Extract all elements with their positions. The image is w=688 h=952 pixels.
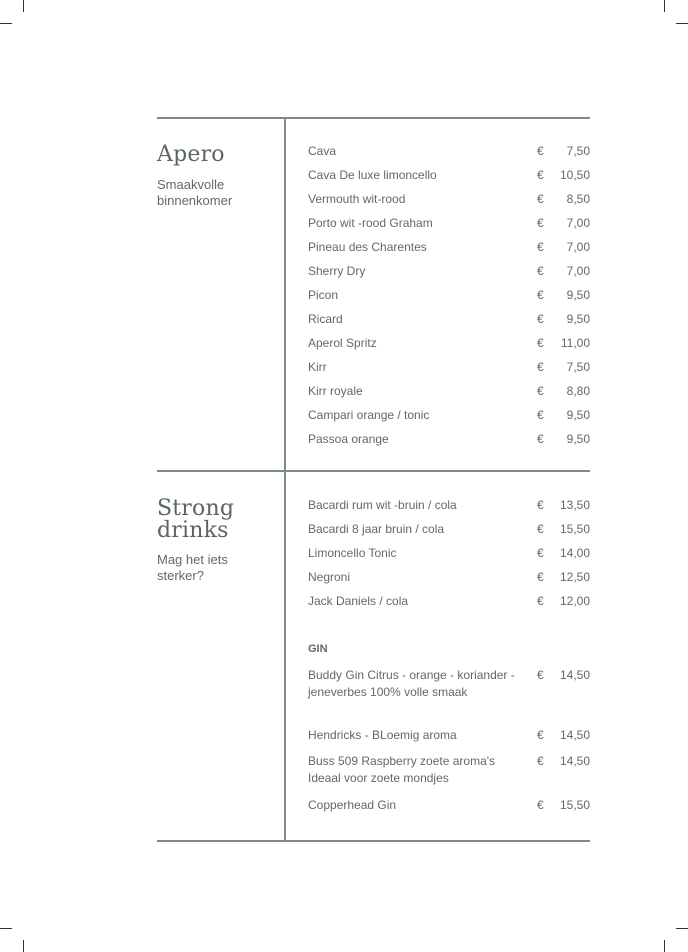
menu-item-name: Ricard [308, 312, 343, 326]
menu-item-name: Pineau des Charentes [308, 240, 427, 254]
column-divider [284, 117, 286, 842]
menu-item-price: 10,50 [559, 168, 590, 182]
crop-mark [664, 940, 665, 952]
gin-heading: GIN [308, 643, 328, 655]
menu-item-currency: € [537, 408, 544, 422]
menu-item-name: Buss 509 Raspberry zoete aroma's Ideaal voor zoete mondjes [308, 754, 496, 785]
menu-item-currency: € [537, 798, 544, 812]
menu-item-price: 14,50 [559, 754, 590, 768]
menu-item-currency: € [537, 240, 544, 254]
menu-item-name: Bacardi rum wit -bruin / cola [308, 498, 457, 512]
menu-item-name: Kirr royale [308, 384, 363, 398]
section-title-strong [157, 498, 234, 542]
bottom-rule [157, 840, 590, 842]
crop-mark [23, 0, 24, 12]
menu-item-price: 14,50 [559, 728, 590, 742]
menu-item-name: Jack Daniels / cola [308, 594, 409, 608]
section-title-strong-line1: Strong [157, 496, 235, 521]
top-rule [157, 117, 590, 119]
menu-item-name: Vermouth wit-rood [308, 192, 406, 206]
menu-item-currency: € [537, 668, 544, 682]
menu-item-price: 7,00 [566, 264, 590, 278]
menu-item-price: 8,80 [566, 384, 590, 398]
crop-mark [676, 23, 688, 24]
menu-item-name: Campari orange / tonic [308, 408, 430, 422]
menu-item-name: Sherry Dry [308, 264, 366, 278]
menu-item-price: 11,00 [560, 336, 590, 350]
crop-mark [0, 23, 12, 24]
menu-item-price: 9,50 [566, 408, 590, 422]
menu-item-name: Negroni [308, 570, 351, 584]
menu-item-price: 7,50 [566, 360, 590, 374]
menu-item-currency: € [537, 432, 544, 446]
menu-item-currency: € [537, 384, 544, 398]
menu-item-price: 15,50 [559, 522, 590, 536]
menu-item-price: 9,50 [566, 288, 590, 302]
menu-item-currency: € [537, 216, 544, 230]
section-title-apero: Apero [157, 142, 225, 167]
menu-item-name: Passoa orange [308, 432, 389, 446]
menu-item-currency: € [537, 264, 544, 278]
menu-item-currency: € [537, 144, 544, 158]
menu-item-name: Cava De luxe limoncello [308, 168, 437, 182]
menu-item-price: 9,50 [566, 312, 590, 326]
section-title-strong-line2: drinks [157, 518, 229, 543]
menu-item-currency: € [537, 570, 544, 584]
section-subtitle-strong: Mag het iets sterker? [157, 552, 228, 583]
menu-item-price: 9,50 [566, 432, 590, 446]
menu-item-price: 12,00 [559, 594, 590, 608]
menu-item-currency: € [537, 312, 544, 326]
menu-item-currency: € [537, 754, 544, 768]
menu-item-currency: € [537, 522, 544, 536]
crop-mark [676, 928, 688, 929]
menu-item-currency: € [537, 546, 544, 560]
crop-mark [0, 928, 12, 929]
menu-item-currency: € [537, 594, 544, 608]
crop-mark [23, 940, 24, 952]
menu-item-price: 14,50 [559, 668, 590, 682]
crop-mark [664, 0, 665, 12]
menu-item-name: Kirr [308, 360, 327, 374]
menu-item-currency: € [537, 498, 544, 512]
menu-item-name: Aperol Spritz [308, 336, 377, 350]
menu-item-currency: € [537, 168, 544, 182]
menu-item-currency: € [537, 288, 544, 302]
menu-item-name: Buddy Gin Citrus - orange - koriander - jeneverbes 100% volle smaak [308, 668, 515, 699]
menu-item-name: Bacardi 8 jaar bruin / cola [308, 522, 445, 536]
menu-item-name: Picon [308, 288, 339, 302]
menu-item-name: Limoncello Tonic [308, 546, 397, 560]
menu-item-price: 7,00 [566, 216, 590, 230]
menu-item-price: 15,50 [559, 798, 590, 812]
menu-item-name: Copperhead Gin [308, 798, 397, 812]
menu-item-currency: € [537, 728, 544, 742]
menu-item-price: 14,00 [559, 546, 590, 560]
menu-item-currency: € [537, 336, 544, 350]
menu-item-currency: € [537, 360, 544, 374]
menu-item-name: Porto wit -rood Graham [308, 216, 433, 230]
menu-item-name: Hendricks - BLoemig aroma [308, 728, 457, 742]
section-divider [157, 470, 590, 472]
menu-item-price: 12,50 [559, 570, 590, 584]
section-subtitle-apero: Smaakvolle binnenkomer [157, 177, 233, 208]
menu-item-price: 7,50 [566, 144, 590, 158]
menu-item-price: 13,50 [559, 498, 590, 512]
menu-item-price: 7,00 [566, 240, 590, 254]
menu-item-currency: € [537, 192, 544, 206]
menu-item-price: 8,50 [566, 192, 590, 206]
menu-item-name: Cava [308, 144, 337, 158]
